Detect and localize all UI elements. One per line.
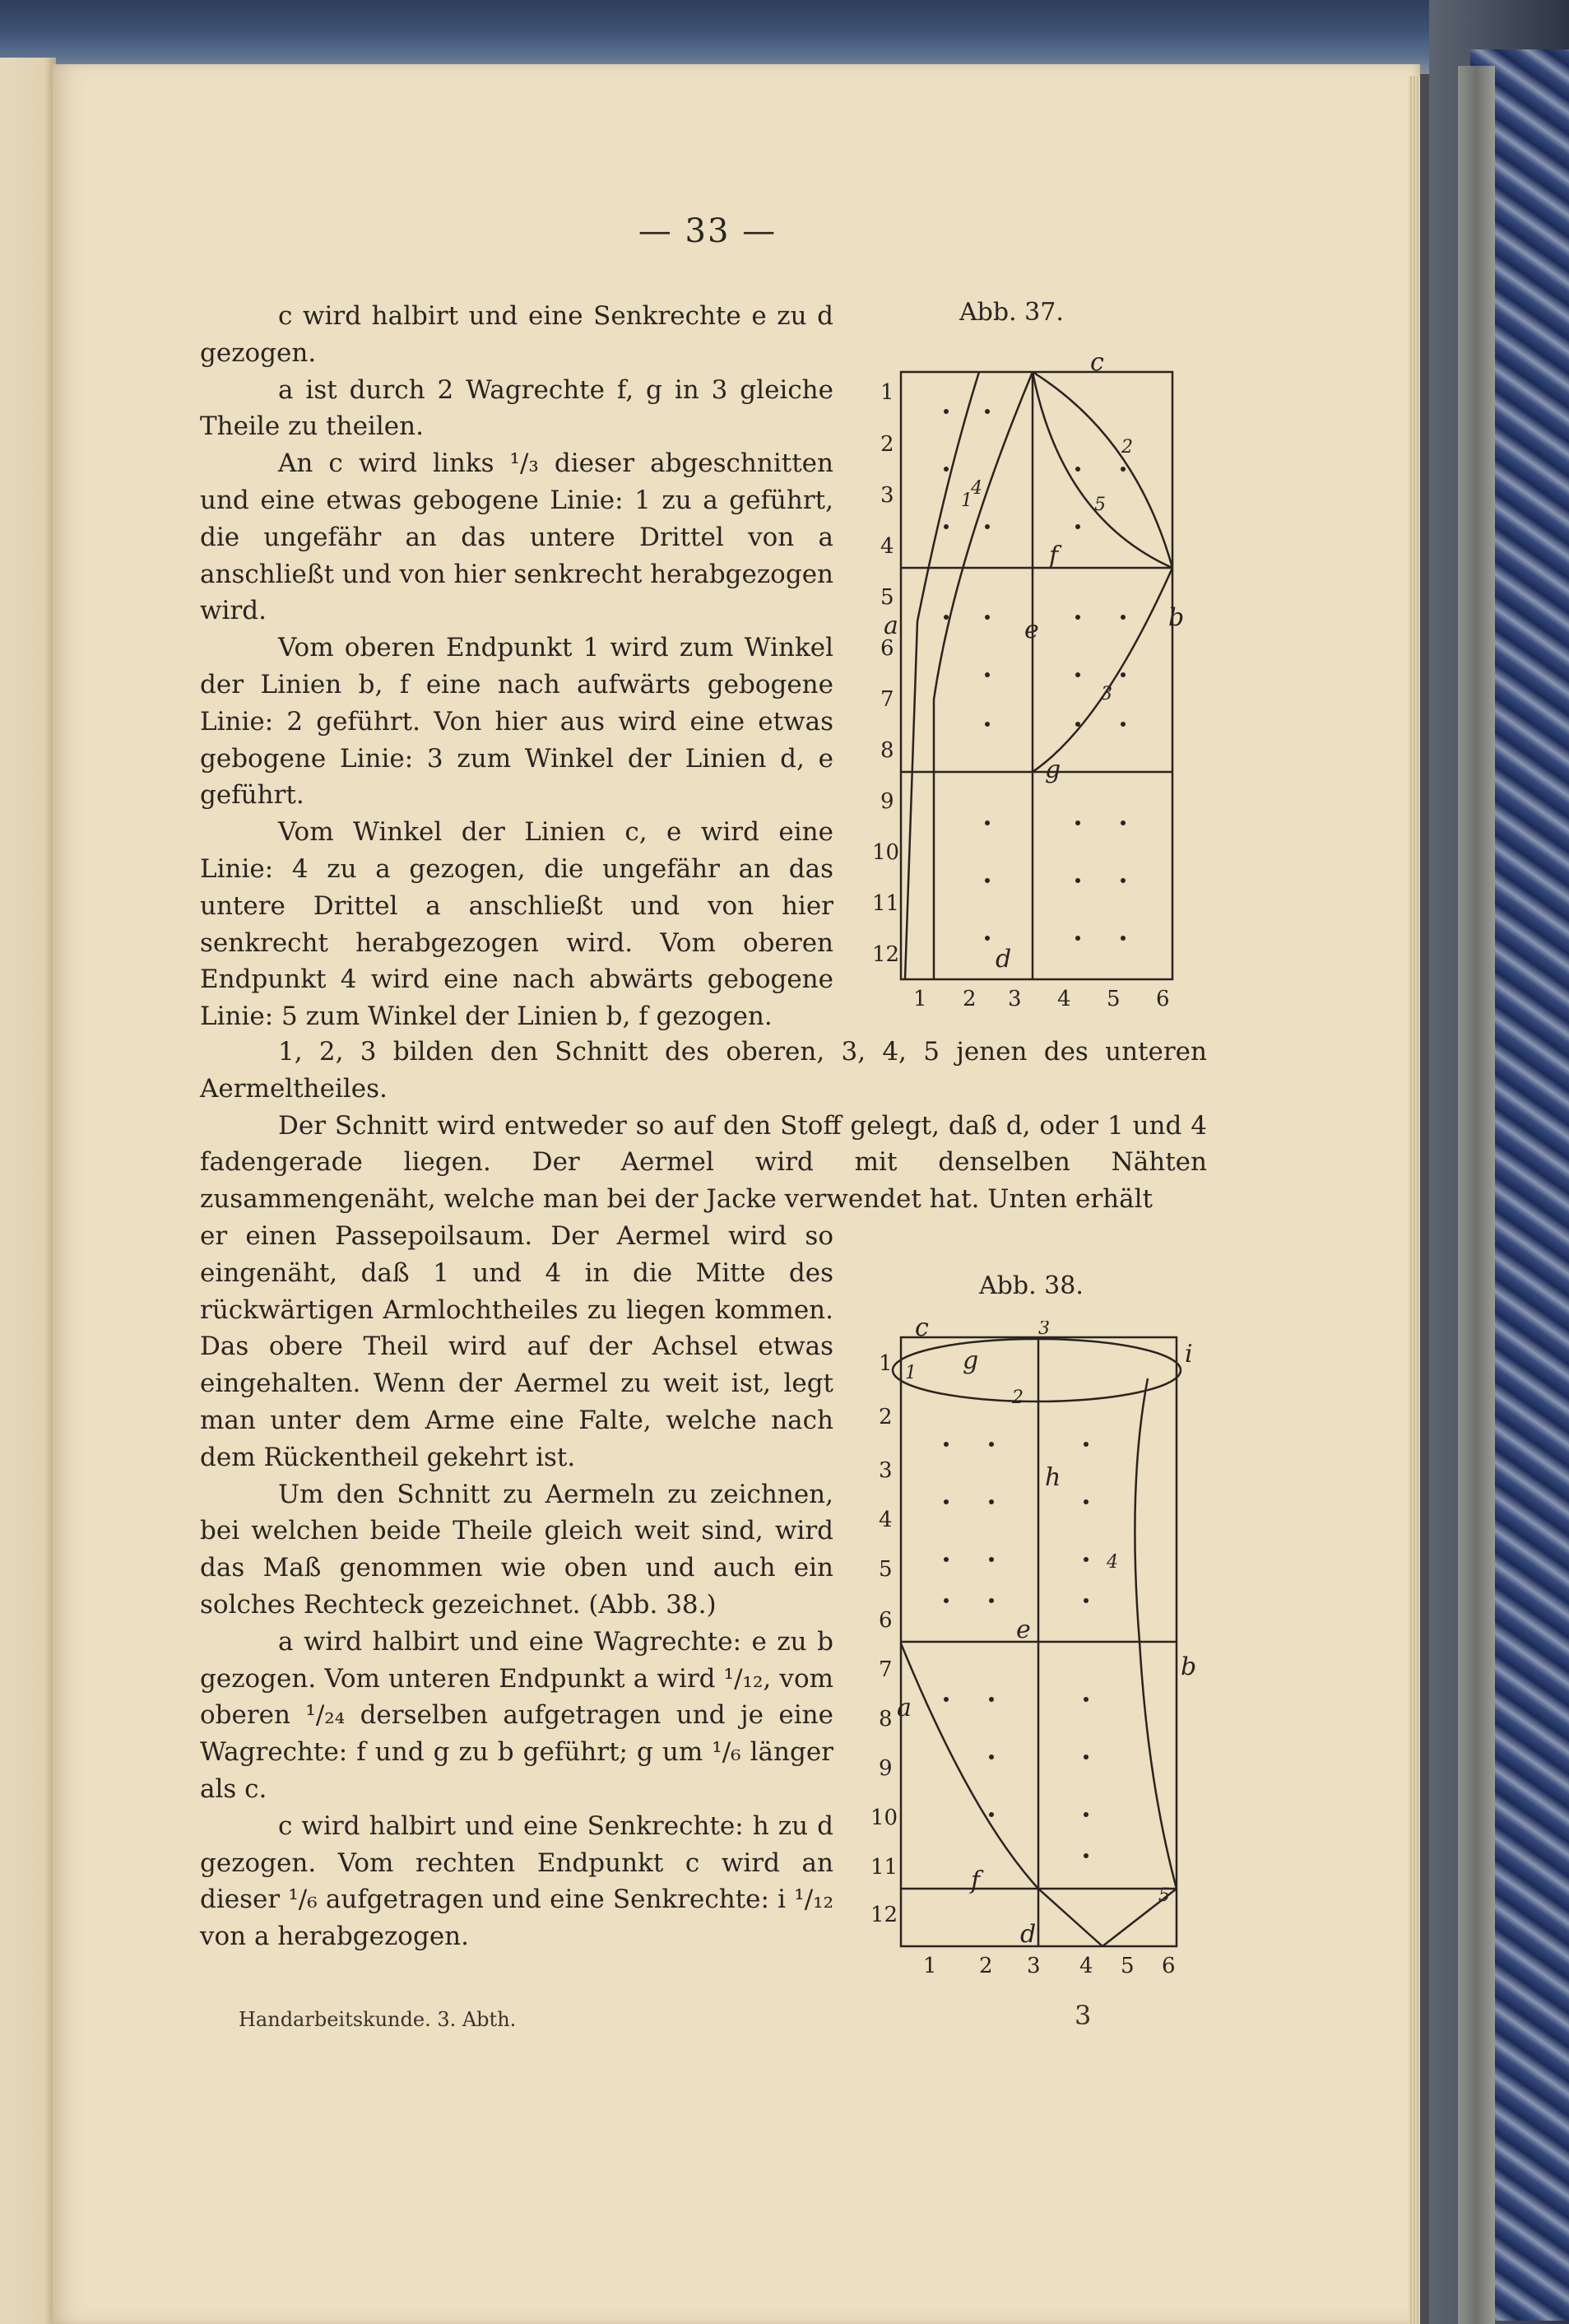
fig37-left-number: 7 bbox=[880, 687, 894, 712]
fig38-bottom-number: 6 bbox=[1162, 1954, 1176, 1978]
fig38-curve-top bbox=[893, 1339, 1181, 1401]
fig38-bottom-number: 4 bbox=[1079, 1954, 1093, 1978]
fig38-letter-d: d bbox=[1020, 1920, 1037, 1949]
fig37-dot bbox=[985, 820, 990, 825]
left-page-edge bbox=[0, 58, 56, 2324]
fig37-curve-number: 1 bbox=[961, 490, 973, 511]
fig37-dot bbox=[1121, 615, 1126, 620]
fig38-left-number: 12 bbox=[870, 1903, 898, 1927]
fig37-bottom-number: 4 bbox=[1057, 987, 1071, 1011]
fig38-left-number: 9 bbox=[879, 1756, 893, 1781]
fig37-left-number: 10 bbox=[872, 840, 900, 865]
fig38-letter-f: f bbox=[971, 1866, 981, 1895]
fig38-dot bbox=[944, 1442, 949, 1447]
fig37-curve-number: 3 bbox=[1101, 684, 1112, 704]
fig38-bottom-number: 1 bbox=[923, 1954, 937, 1978]
fig38-dot bbox=[944, 1598, 949, 1603]
paragraph: a wird halbirt und eine Wagrechte: e zu b gezogen. Vom unteren Endpunkt a wird ¹/₁₂, vom oberen ¹/₂₄ derselben aufgetragen und je eine Wagrechte: f und g zu b geführt; g um ¹/₆ länger als c. bbox=[200, 1626, 833, 1804]
figure-37-sleeve-pattern bbox=[856, 354, 1201, 1012]
cover-spine-band bbox=[1458, 66, 1495, 2324]
paragraph: 1, 2, 3 bilden den Schnitt des oberen, 3, 4, 5 jenen des unteren Aermeltheiles. bbox=[200, 1037, 1207, 1104]
fig38-dot bbox=[989, 1598, 994, 1603]
fig38-left-number: 10 bbox=[870, 1806, 898, 1830]
fig37-dot bbox=[1075, 672, 1080, 677]
fig37-left-number: 11 bbox=[872, 891, 900, 916]
paragraph: a ist durch 2 Wagrechte f, g in 3 gleiche Theile zu theilen. bbox=[200, 374, 833, 442]
paragraph: Um den Schnitt zu Aermeln zu zeichnen, bei welchen beide Theile gleich weit sind, wird das Maß genommen wie oben und auch ein solches Rechteck gezeichnet. (Abb. 38.) bbox=[200, 1479, 833, 1620]
paragraph: Vom Winkel der Linien c, e wird eine Linie: 4 zu a gezogen, die ungefähr an das untere Drittel a anschließt und von hier senkrecht herabgezogen wird. Vom oberen Endpunkt 4 wird eine nach abwärts gebogene Linie: 5 zum Winkel der Linien b, f gezogen. bbox=[200, 817, 833, 1032]
fig37-dot bbox=[1075, 820, 1080, 825]
fig38-dot bbox=[1084, 1755, 1089, 1759]
fig37-curve-number: 4 bbox=[971, 478, 982, 499]
fig37-dot bbox=[985, 524, 990, 529]
fig37-bottom-number: 2 bbox=[963, 987, 977, 1011]
fig38-curve-number: 4 bbox=[1107, 1552, 1118, 1573]
fig37-letter-f: f bbox=[1049, 541, 1059, 570]
fig37-dot bbox=[1075, 878, 1080, 883]
fig38-dot bbox=[1084, 1442, 1089, 1447]
fig38-left-number: 7 bbox=[879, 1657, 893, 1682]
signature-mark: 3 bbox=[1075, 2000, 1092, 2031]
fig37-dot bbox=[1121, 467, 1126, 472]
fig38-letter-c: c bbox=[915, 1321, 929, 1342]
paragraph: An c wird links ¹/₃ dieser abgeschnitten und eine etwas gebogene Linie: 1 zu a geführt, die ungefähr an das untere Drittel von a anschließt und von hier senkrecht herabgezogen wird. bbox=[200, 449, 834, 626]
page-number: — 33 — bbox=[638, 212, 778, 250]
fig37-curve-number: 5 bbox=[1094, 495, 1106, 515]
fig38-dot bbox=[989, 1557, 994, 1562]
fig37-left-number: 4 bbox=[880, 534, 894, 559]
fig37-letter-c: c bbox=[1090, 354, 1104, 377]
fig38-curve-number: 5 bbox=[1158, 1885, 1170, 1906]
fig38-dot bbox=[944, 1697, 949, 1702]
fig38-left-number: 8 bbox=[879, 1707, 893, 1731]
fig38-letter-g: g bbox=[963, 1346, 979, 1375]
fig38-left-number: 1 bbox=[879, 1351, 893, 1376]
fig38-dot bbox=[989, 1812, 994, 1817]
fig38-dot bbox=[989, 1499, 994, 1504]
fig38-letter-b: b bbox=[1181, 1652, 1197, 1681]
paragraph: Vom oberen Endpunkt 1 wird zum Winkel der Linien b, f eine nach aufwärts gebogene Linie: 2 geführt. Von hier aus wird eine etwas gebogene Linie: 3 zum Winkel der Linien d, e geführt. bbox=[200, 633, 833, 811]
fig37-bottom-number: 3 bbox=[1008, 987, 1022, 1011]
fig37-left-number: 6 bbox=[880, 636, 894, 661]
fig38-bottom-number: 2 bbox=[979, 1954, 993, 1978]
fig37-dot bbox=[1121, 672, 1126, 677]
fig38-dot bbox=[944, 1557, 949, 1562]
fig38-letter-i: i bbox=[1185, 1340, 1193, 1369]
fig37-dot bbox=[944, 615, 949, 620]
fig37-dot bbox=[1075, 615, 1080, 620]
fig38-dot bbox=[1084, 1499, 1089, 1504]
text-block-upper bbox=[200, 298, 833, 1035]
fig37-letter-b: b bbox=[1168, 603, 1185, 632]
fig37-bottom-number: 6 bbox=[1156, 987, 1170, 1011]
paragraph: c wird halbirt und eine Senkrechte: h zu d gezogen. Vom rechten Endpunkt c wird an dieser ¹/₆ aufgetragen und eine Senkrechte: i ¹/₁₂ von a herabgezogen. bbox=[200, 1810, 833, 1952]
fig37-dot bbox=[944, 467, 949, 472]
paragraph: Der Schnitt wird entweder so auf den Stoff gelegt, daß d, oder 1 und 4 fadengerade liegen. Der Aermel wird mit denselben Nähten zusammengenäht, welche man bei der Jacke verwendet hat. Unten erhält bbox=[200, 1110, 1207, 1215]
fig38-left-number: 4 bbox=[879, 1508, 893, 1532]
fig37-letter-e: e bbox=[1024, 616, 1039, 644]
fig38-dot bbox=[1084, 1853, 1089, 1858]
fig37-dot bbox=[944, 524, 949, 529]
figure-37-caption: Abb. 37. bbox=[959, 298, 1064, 327]
fig38-dot bbox=[944, 1499, 949, 1504]
fig37-bottom-number: 1 bbox=[913, 987, 927, 1011]
fig38-curve-left bbox=[901, 1643, 1102, 1946]
fig37-dot bbox=[985, 878, 990, 883]
book-cover-top bbox=[0, 0, 1569, 74]
fig37-dot bbox=[1121, 820, 1126, 825]
fig38-curve-number: 2 bbox=[1012, 1387, 1024, 1408]
fig38-curve-right bbox=[1135, 1378, 1177, 1889]
fig37-dot bbox=[1075, 524, 1080, 529]
page-footer: Handarbeitskunde. 3. Abth. bbox=[239, 2008, 517, 2031]
fig38-curve-number: 3 bbox=[1038, 1321, 1050, 1339]
fig38-bottom-number: 5 bbox=[1121, 1954, 1135, 1978]
fig37-left-number: 12 bbox=[872, 942, 900, 967]
fig37-rectangle bbox=[901, 372, 1172, 979]
fig38-curve-number: 1 bbox=[905, 1363, 917, 1383]
fig37-dot bbox=[1075, 467, 1080, 472]
fig37-bottom-number: 5 bbox=[1107, 987, 1121, 1011]
paragraph: er einen Passepoilsaum. Der Aermel wird so eingenäht, daß 1 und 4 in die Mitte des rückwärtigen Armlochtheiles zu liegen kommen. Das obere Theil wird auf der Achsel etwas eingehalten. Wenn der Aermel zu weit ist, legt man unter dem Arme eine Falte, welche nach dem Rückentheil gekehrt ist. bbox=[200, 1221, 833, 1472]
fig37-dot bbox=[985, 722, 990, 727]
figure-38-caption: Abb. 38. bbox=[979, 1271, 1084, 1300]
fig38-dot bbox=[1084, 1697, 1089, 1702]
paragraph: c wird halbirt und eine Senkrechte e zu d gezogen. bbox=[200, 301, 833, 368]
fig37-dot bbox=[1121, 936, 1126, 941]
fig38-letter-h: h bbox=[1045, 1463, 1061, 1492]
fig37-letter-a: a bbox=[884, 611, 898, 640]
fig38-dot bbox=[989, 1755, 994, 1759]
fig37-curve-2 bbox=[1033, 372, 1172, 568]
fig38-dot bbox=[1084, 1598, 1089, 1603]
fig37-dot bbox=[1075, 722, 1080, 727]
fig37-left-number: 9 bbox=[880, 789, 894, 814]
fig37-left-number: 2 bbox=[880, 432, 894, 457]
text-block-lower bbox=[200, 1218, 833, 1955]
fig37-left-number: 8 bbox=[880, 738, 894, 763]
fig38-dot bbox=[989, 1697, 994, 1702]
fig37-curve-1 bbox=[905, 372, 979, 979]
fig37-dot bbox=[985, 409, 990, 414]
fig37-curve-4 bbox=[934, 372, 1033, 979]
fig37-letter-g: g bbox=[1045, 755, 1061, 784]
fig37-curve-5 bbox=[1033, 568, 1172, 772]
fig37-dot bbox=[985, 615, 990, 620]
fig38-dot bbox=[1084, 1812, 1089, 1817]
fig38-letter-e: e bbox=[1016, 1615, 1031, 1644]
fig38-letter-a: a bbox=[897, 1694, 912, 1722]
fig38-left-number: 5 bbox=[879, 1557, 893, 1582]
fig38-left-number: 3 bbox=[879, 1458, 893, 1483]
fig38-left-number: 6 bbox=[879, 1608, 893, 1633]
fig37-dot bbox=[985, 672, 990, 677]
fig37-dot bbox=[1121, 722, 1126, 727]
fig37-left-number: 3 bbox=[880, 483, 894, 508]
fig38-bottom-number: 3 bbox=[1027, 1954, 1041, 1978]
fig37-dot bbox=[1075, 936, 1080, 941]
fig37-left-number: 5 bbox=[880, 585, 894, 610]
fig37-dot bbox=[944, 409, 949, 414]
fig38-left-number: 2 bbox=[879, 1405, 893, 1429]
fig37-dot bbox=[985, 936, 990, 941]
fig37-curve-3 bbox=[1033, 372, 1172, 568]
fig37-left-number: 1 bbox=[880, 380, 894, 405]
fig38-dot bbox=[989, 1442, 994, 1447]
fig37-letter-d: d bbox=[996, 945, 1012, 974]
page-stack-edge bbox=[1409, 76, 1420, 2324]
fig38-dot bbox=[1084, 1557, 1089, 1562]
figure-38-sleeve-pattern bbox=[864, 1321, 1209, 1979]
fig37-dot bbox=[1121, 878, 1126, 883]
fig37-curve-number: 2 bbox=[1121, 437, 1133, 458]
text-block-full bbox=[200, 1034, 1207, 1218]
fig38-left-number: 11 bbox=[870, 1855, 898, 1880]
